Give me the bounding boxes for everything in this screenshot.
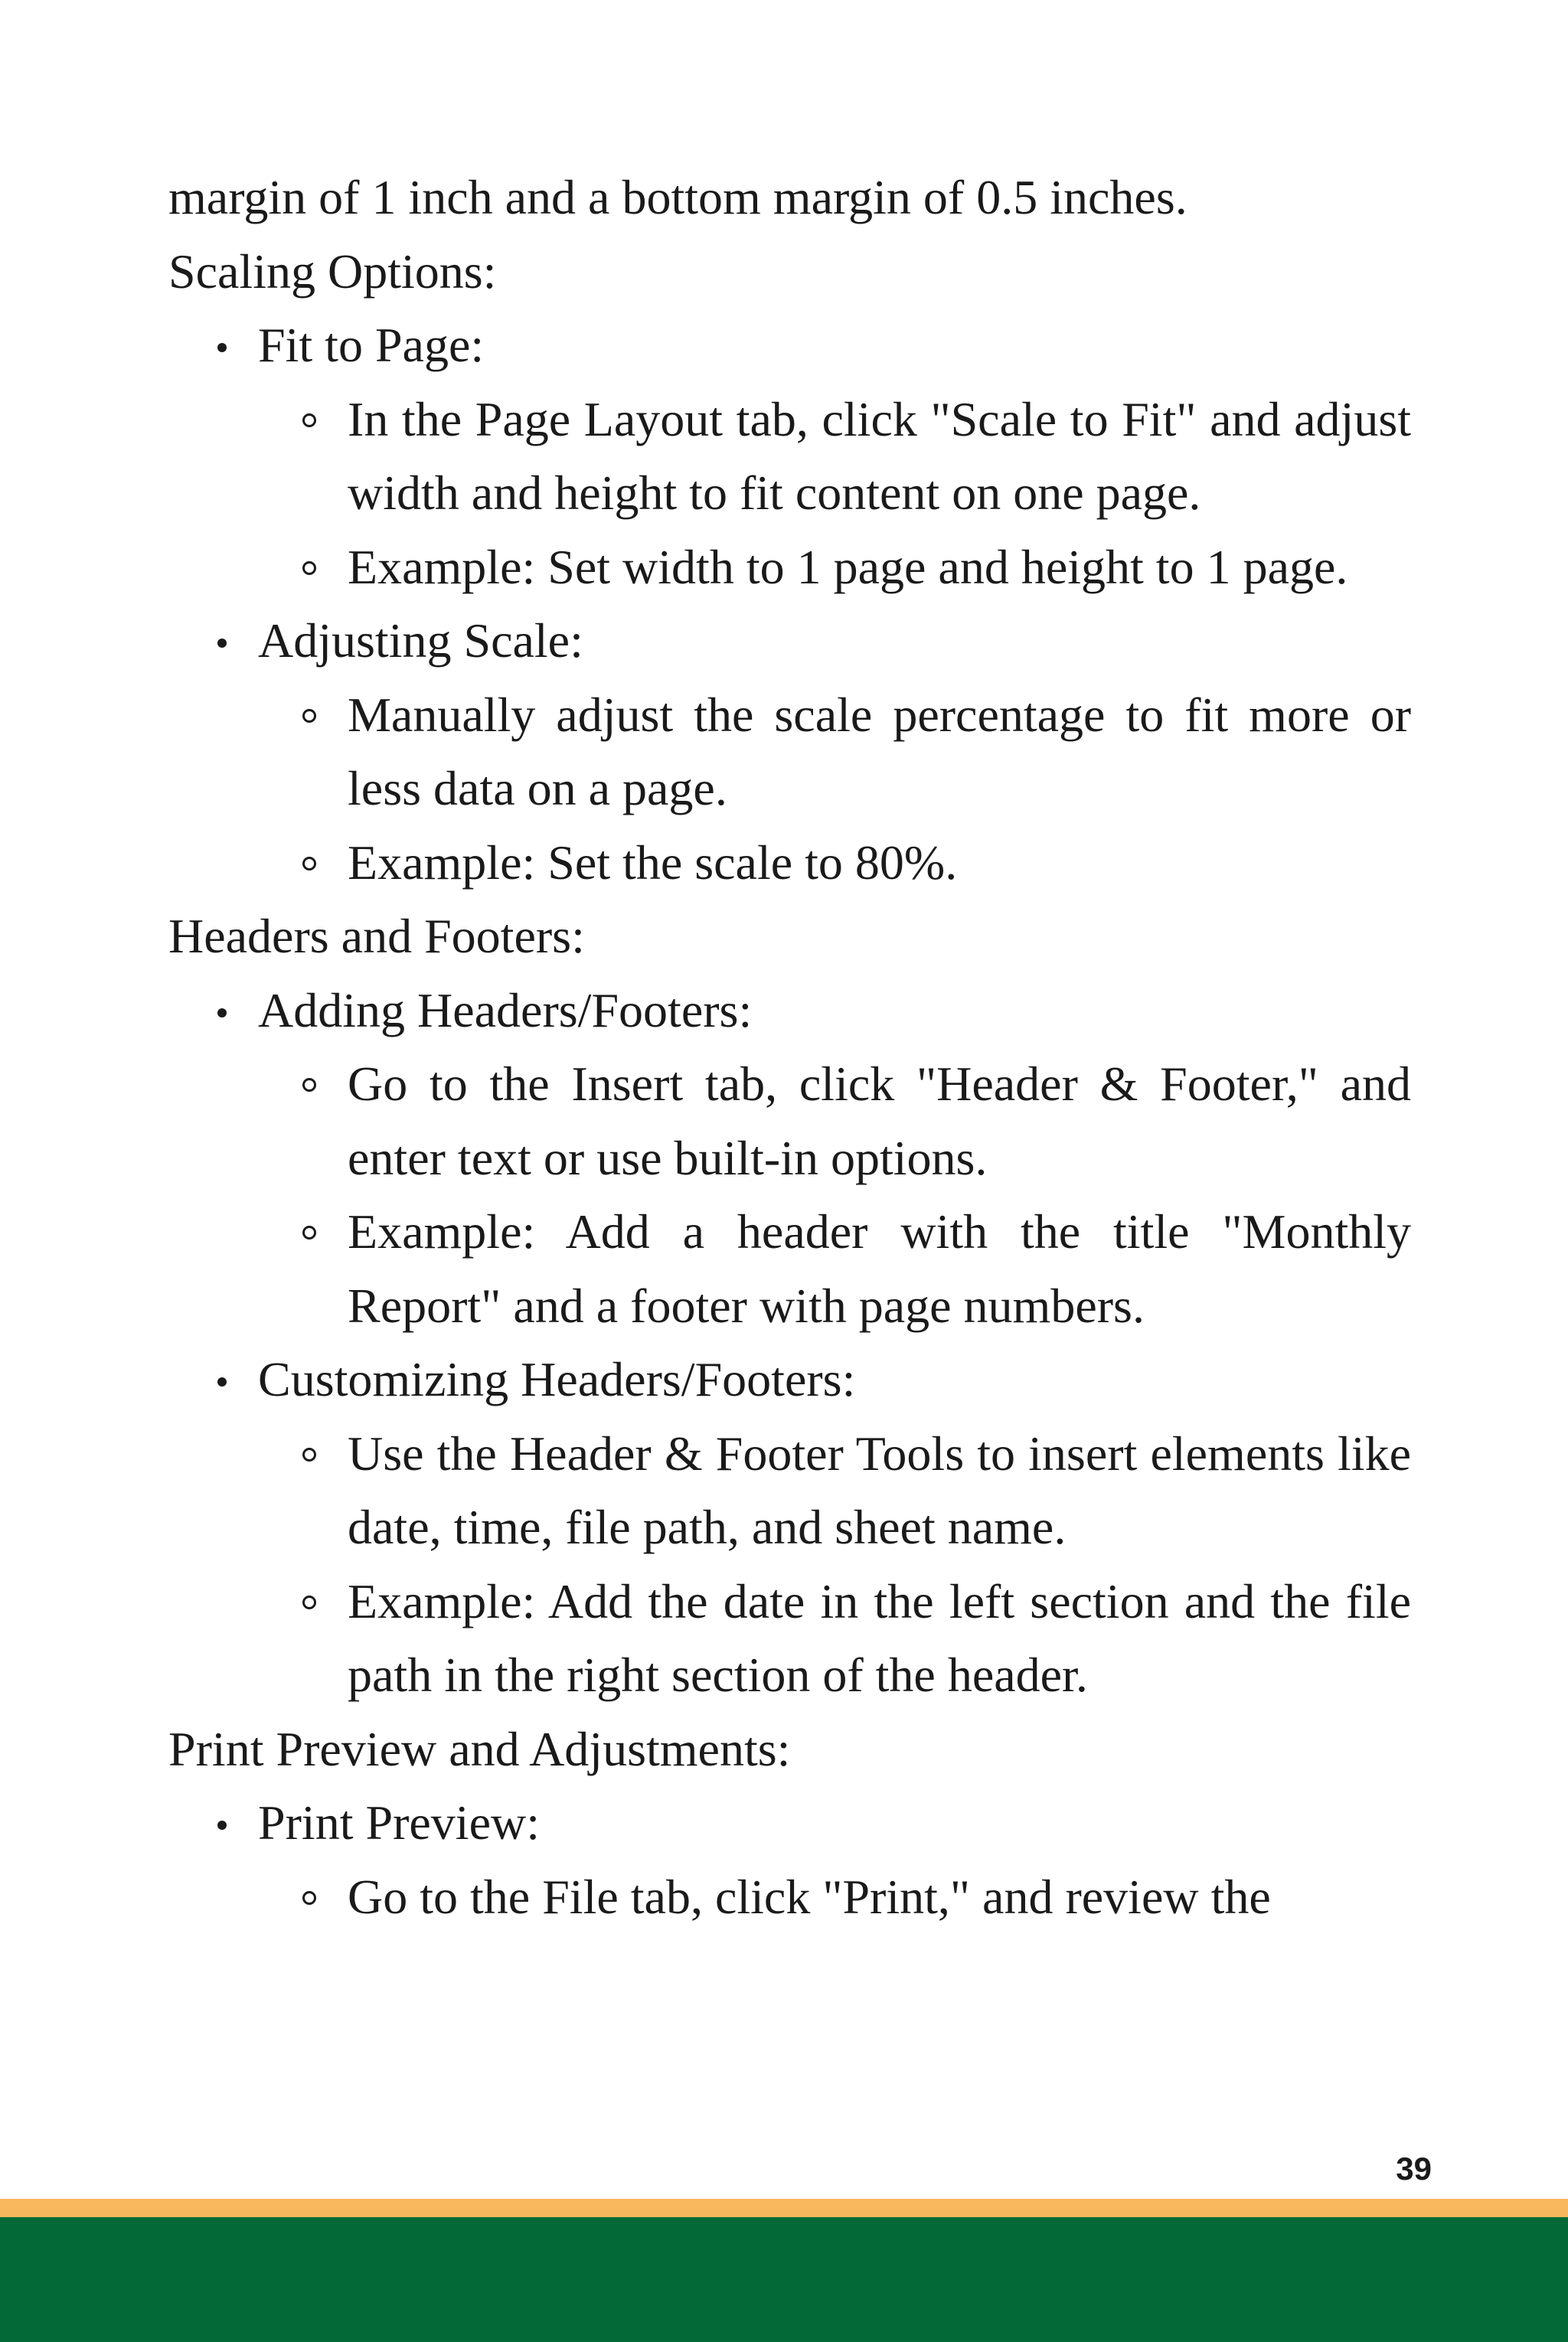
page-number: 39 [1396,2151,1432,2187]
sub-list-item: Example: Add a header with the title "Monthly Report" and a footer with page numbers. [348,1195,1411,1343]
sub-list-item: Example: Set width to 1 page and height to 1 page. [348,531,1411,605]
sub-list [258,678,1411,900]
section-heading-scaling-options: Scaling Options: [168,243,497,299]
sub-list [258,383,1411,605]
sub-list-item: Manually adjust the scale percentage to fit more or less data on a page. [348,678,1411,826]
list-item-label: Adding Headers/Footers: [258,982,753,1037]
document-body [168,161,1411,1934]
sub-list [258,1417,1411,1713]
section-heading-headers-and-footers: Headers and Footers: [168,909,585,963]
sub-list [258,1860,1411,1935]
section-list [168,974,1411,1713]
sub-list [258,1047,1411,1343]
list-item [258,974,1411,1344]
sub-list-item: Example: Set the scale to 80%. [348,826,1411,900]
list-item [258,604,1411,900]
sub-list-item: Go to the Insert tab, click "Header & Footer," and enter text or use built-in options. [348,1047,1411,1195]
section-heading-print-preview: Print Preview and Adjustments: [168,1721,791,1776]
list-item [258,309,1411,604]
footer-green-band [0,2217,1568,2342]
list-item [258,1786,1411,1934]
sub-list-item: Go to the File tab, click "Print," and review the [348,1860,1411,1935]
list-item-label: Fit to Page: [258,318,485,372]
section-list [168,309,1411,900]
list-item-label: Print Preview: [258,1795,540,1850]
sub-list-item: In the Page Layout tab, click "Scale to Fit" and adjust width and height to fit content on one page. [348,383,1411,531]
list-item-label: Customizing Headers/Footers: [258,1352,856,1406]
section-list [168,1786,1411,1934]
list-item [258,1343,1411,1713]
intro-line: margin of 1 inch and a bottom margin of 0.5 inches. [168,170,1187,224]
footer-gold-stripe [0,2199,1568,2217]
list-item-label: Adjusting Scale: [258,613,583,668]
sub-list-item: Use the Header & Footer Tools to insert elements like date, time, file path, and sheet name. [348,1417,1411,1565]
sub-list-item: Example: Add the date in the left section and the file path in the right section of the header. [348,1565,1411,1713]
